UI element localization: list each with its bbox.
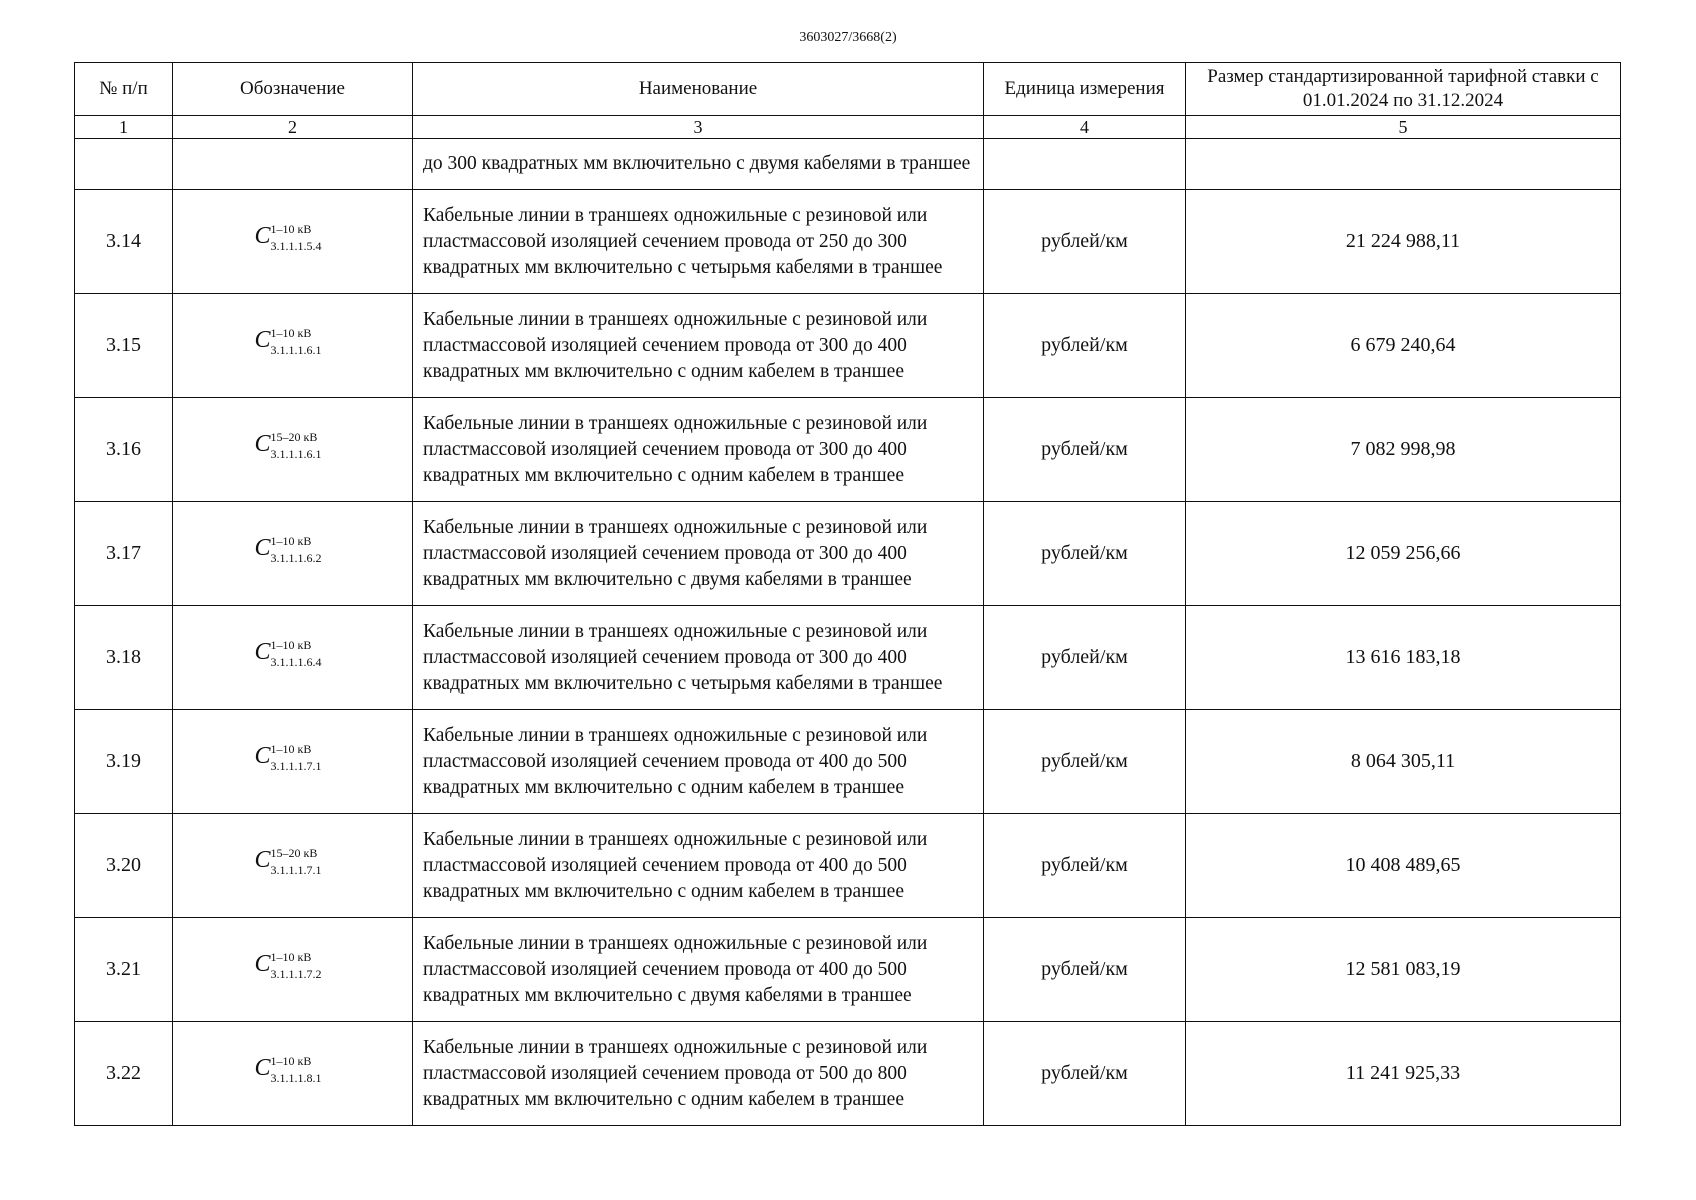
symbol-index: 3.1.1.1.5.4 bbox=[270, 239, 322, 253]
symbol-voltage: 1–10 кВ bbox=[270, 638, 312, 652]
row-number: 3.21 bbox=[75, 918, 173, 1022]
row-unit: рублей/км bbox=[984, 606, 1186, 710]
designation-symbol bbox=[253, 949, 333, 985]
symbol-voltage: 15–20 кВ bbox=[270, 430, 318, 444]
row-value: 6 679 240,64 bbox=[1186, 294, 1621, 398]
row-number: 3.17 bbox=[75, 502, 173, 606]
row-name: Кабельные линии в траншеях одножильные с резиновой или пластмассовой изоляцией сечением провода от 300 до 400 квадратных мм включительно с одним кабелем в траншее bbox=[413, 294, 984, 398]
row-name: Кабельные линии в траншеях одножильные с резиновой или пластмассовой изоляцией сечением провода от 300 до 400 квадратных мм включительно с двумя кабелями в траншее bbox=[413, 502, 984, 606]
symbol-index: 3.1.1.1.7.1 bbox=[270, 863, 322, 877]
row-value: 21 224 988,11 bbox=[1186, 190, 1621, 294]
row-name: Кабельные линии в траншеях одножильные с резиновой или пластмассовой изоляцией сечением провода от 400 до 500 квадратных мм включительно с одним кабелем в траншее bbox=[413, 710, 984, 814]
row-value: 11 241 925,33 bbox=[1186, 1022, 1621, 1126]
row-value: 10 408 489,65 bbox=[1186, 814, 1621, 918]
symbol-letter: C bbox=[254, 535, 271, 561]
row-value: 12 059 256,66 bbox=[1186, 502, 1621, 606]
symbol-index: 3.1.1.1.6.1 bbox=[270, 343, 322, 357]
row-name: Кабельные линии в траншеях одножильные с резиновой или пластмассовой изоляцией сечением провода от 250 до 300 квадратных мм включительно с четырьмя кабелями в траншее bbox=[413, 190, 984, 294]
designation-symbol bbox=[253, 533, 333, 569]
symbol-index: 3.1.1.1.7.1 bbox=[270, 759, 322, 773]
symbol-voltage: 1–10 кВ bbox=[270, 742, 312, 756]
row-name: до 300 квадратных мм включительно с двумя кабелями в траншее bbox=[413, 139, 984, 190]
tariff-table bbox=[74, 62, 1621, 1126]
designation-symbol bbox=[253, 637, 333, 673]
symbol-index: 3.1.1.1.6.4 bbox=[270, 655, 322, 669]
row-unit: рублей/км bbox=[984, 710, 1186, 814]
header-designation: Обозначение bbox=[173, 63, 413, 116]
row-unit: рублей/км bbox=[984, 502, 1186, 606]
table-row-continuation bbox=[75, 139, 1621, 190]
row-number: 3.19 bbox=[75, 710, 173, 814]
designation-symbol bbox=[253, 1053, 333, 1089]
row-unit: рублей/км bbox=[984, 1022, 1186, 1126]
row-unit: рублей/км bbox=[984, 294, 1186, 398]
symbol-voltage: 1–10 кВ bbox=[270, 1054, 312, 1068]
document-number: 3603027/3668(2) bbox=[799, 30, 897, 45]
row-designation bbox=[173, 918, 413, 1022]
row-designation bbox=[173, 398, 413, 502]
table-row bbox=[75, 606, 1621, 710]
symbol-letter: C bbox=[254, 639, 271, 665]
symbol-letter: C bbox=[254, 1055, 271, 1081]
row-unit: рублей/км bbox=[984, 190, 1186, 294]
table-row bbox=[75, 1022, 1621, 1126]
symbol-letter: C bbox=[254, 847, 271, 873]
table-row bbox=[75, 190, 1621, 294]
table-row bbox=[75, 398, 1621, 502]
row-designation bbox=[173, 190, 413, 294]
header-rate: Размер стандартизированной тарифной ставки с 01.01.2024 по 31.12.2024 bbox=[1186, 63, 1621, 116]
row-value: 13 616 183,18 bbox=[1186, 606, 1621, 710]
row-name: Кабельные линии в траншеях одножильные с резиновой или пластмассовой изоляцией сечением провода от 400 до 500 квадратных мм включительно с двумя кабелями в траншее bbox=[413, 918, 984, 1022]
symbol-letter: C bbox=[254, 327, 271, 353]
row-number: 3.22 bbox=[75, 1022, 173, 1126]
designation-symbol bbox=[253, 221, 333, 257]
symbol-letter: C bbox=[254, 951, 271, 977]
row-value: 12 581 083,19 bbox=[1186, 918, 1621, 1022]
table-row bbox=[75, 294, 1621, 398]
table-row bbox=[75, 710, 1621, 814]
column-number: 1 bbox=[75, 116, 173, 139]
symbol-index: 3.1.1.1.6.2 bbox=[270, 551, 322, 565]
symbol-index: 3.1.1.1.6.1 bbox=[270, 447, 322, 461]
row-name: Кабельные линии в траншеях одножильные с резиновой или пластмассовой изоляцией сечением провода от 400 до 500 квадратных мм включительно с одним кабелем в траншее bbox=[413, 814, 984, 918]
table-row bbox=[75, 502, 1621, 606]
row-designation bbox=[173, 294, 413, 398]
symbol-voltage: 1–10 кВ bbox=[270, 326, 312, 340]
row-number: 3.14 bbox=[75, 190, 173, 294]
header-unit: Единица измерения bbox=[984, 63, 1186, 116]
column-number: 3 bbox=[413, 116, 984, 139]
symbol-letter: C bbox=[254, 431, 271, 457]
row-unit: рублей/км bbox=[984, 918, 1186, 1022]
row-unit: рублей/км bbox=[984, 398, 1186, 502]
row-designation bbox=[173, 814, 413, 918]
column-number: 4 bbox=[984, 116, 1186, 139]
row-value: 7 082 998,98 bbox=[1186, 398, 1621, 502]
column-number: 2 bbox=[173, 116, 413, 139]
row-name: Кабельные линии в траншеях одножильные с резиновой или пластмассовой изоляцией сечением провода от 300 до 400 квадратных мм включительно с четырьмя кабелями в траншее bbox=[413, 606, 984, 710]
symbol-voltage: 1–10 кВ bbox=[270, 534, 312, 548]
row-number: 3.15 bbox=[75, 294, 173, 398]
row-name: Кабельные линии в траншеях одножильные с резиновой или пластмассовой изоляцией сечением провода от 300 до 400 квадратных мм включительно с одним кабелем в траншее bbox=[413, 398, 984, 502]
symbol-letter: C bbox=[254, 223, 271, 249]
row-designation bbox=[173, 710, 413, 814]
row-number: 3.16 bbox=[75, 398, 173, 502]
table-row bbox=[75, 814, 1621, 918]
designation-symbol bbox=[253, 429, 333, 465]
header-name: Наименование bbox=[413, 63, 984, 116]
row-name: Кабельные линии в траншеях одножильные с резиновой или пластмассовой изоляцией сечением провода от 500 до 800 квадратных мм включительно с одним кабелем в траншее bbox=[413, 1022, 984, 1126]
row-designation bbox=[173, 1022, 413, 1126]
column-number-row bbox=[75, 116, 1621, 139]
header-row bbox=[75, 63, 1621, 116]
designation-symbol bbox=[253, 741, 333, 777]
row-value: 8 064 305,11 bbox=[1186, 710, 1621, 814]
column-number: 5 bbox=[1186, 116, 1621, 139]
row-designation bbox=[173, 502, 413, 606]
symbol-voltage: 1–10 кВ bbox=[270, 950, 312, 964]
symbol-index: 3.1.1.1.7.2 bbox=[270, 967, 322, 981]
designation-symbol bbox=[253, 845, 333, 881]
symbol-letter: C bbox=[254, 743, 271, 769]
row-unit: рублей/км bbox=[984, 814, 1186, 918]
symbol-index: 3.1.1.1.8.1 bbox=[270, 1071, 322, 1085]
row-designation bbox=[173, 606, 413, 710]
symbol-voltage: 1–10 кВ bbox=[270, 222, 312, 236]
header-num: № п/п bbox=[75, 63, 173, 116]
designation-symbol bbox=[253, 325, 333, 361]
symbol-voltage: 15–20 кВ bbox=[270, 846, 318, 860]
row-number: 3.20 bbox=[75, 814, 173, 918]
row-number: 3.18 bbox=[75, 606, 173, 710]
table-row bbox=[75, 918, 1621, 1022]
